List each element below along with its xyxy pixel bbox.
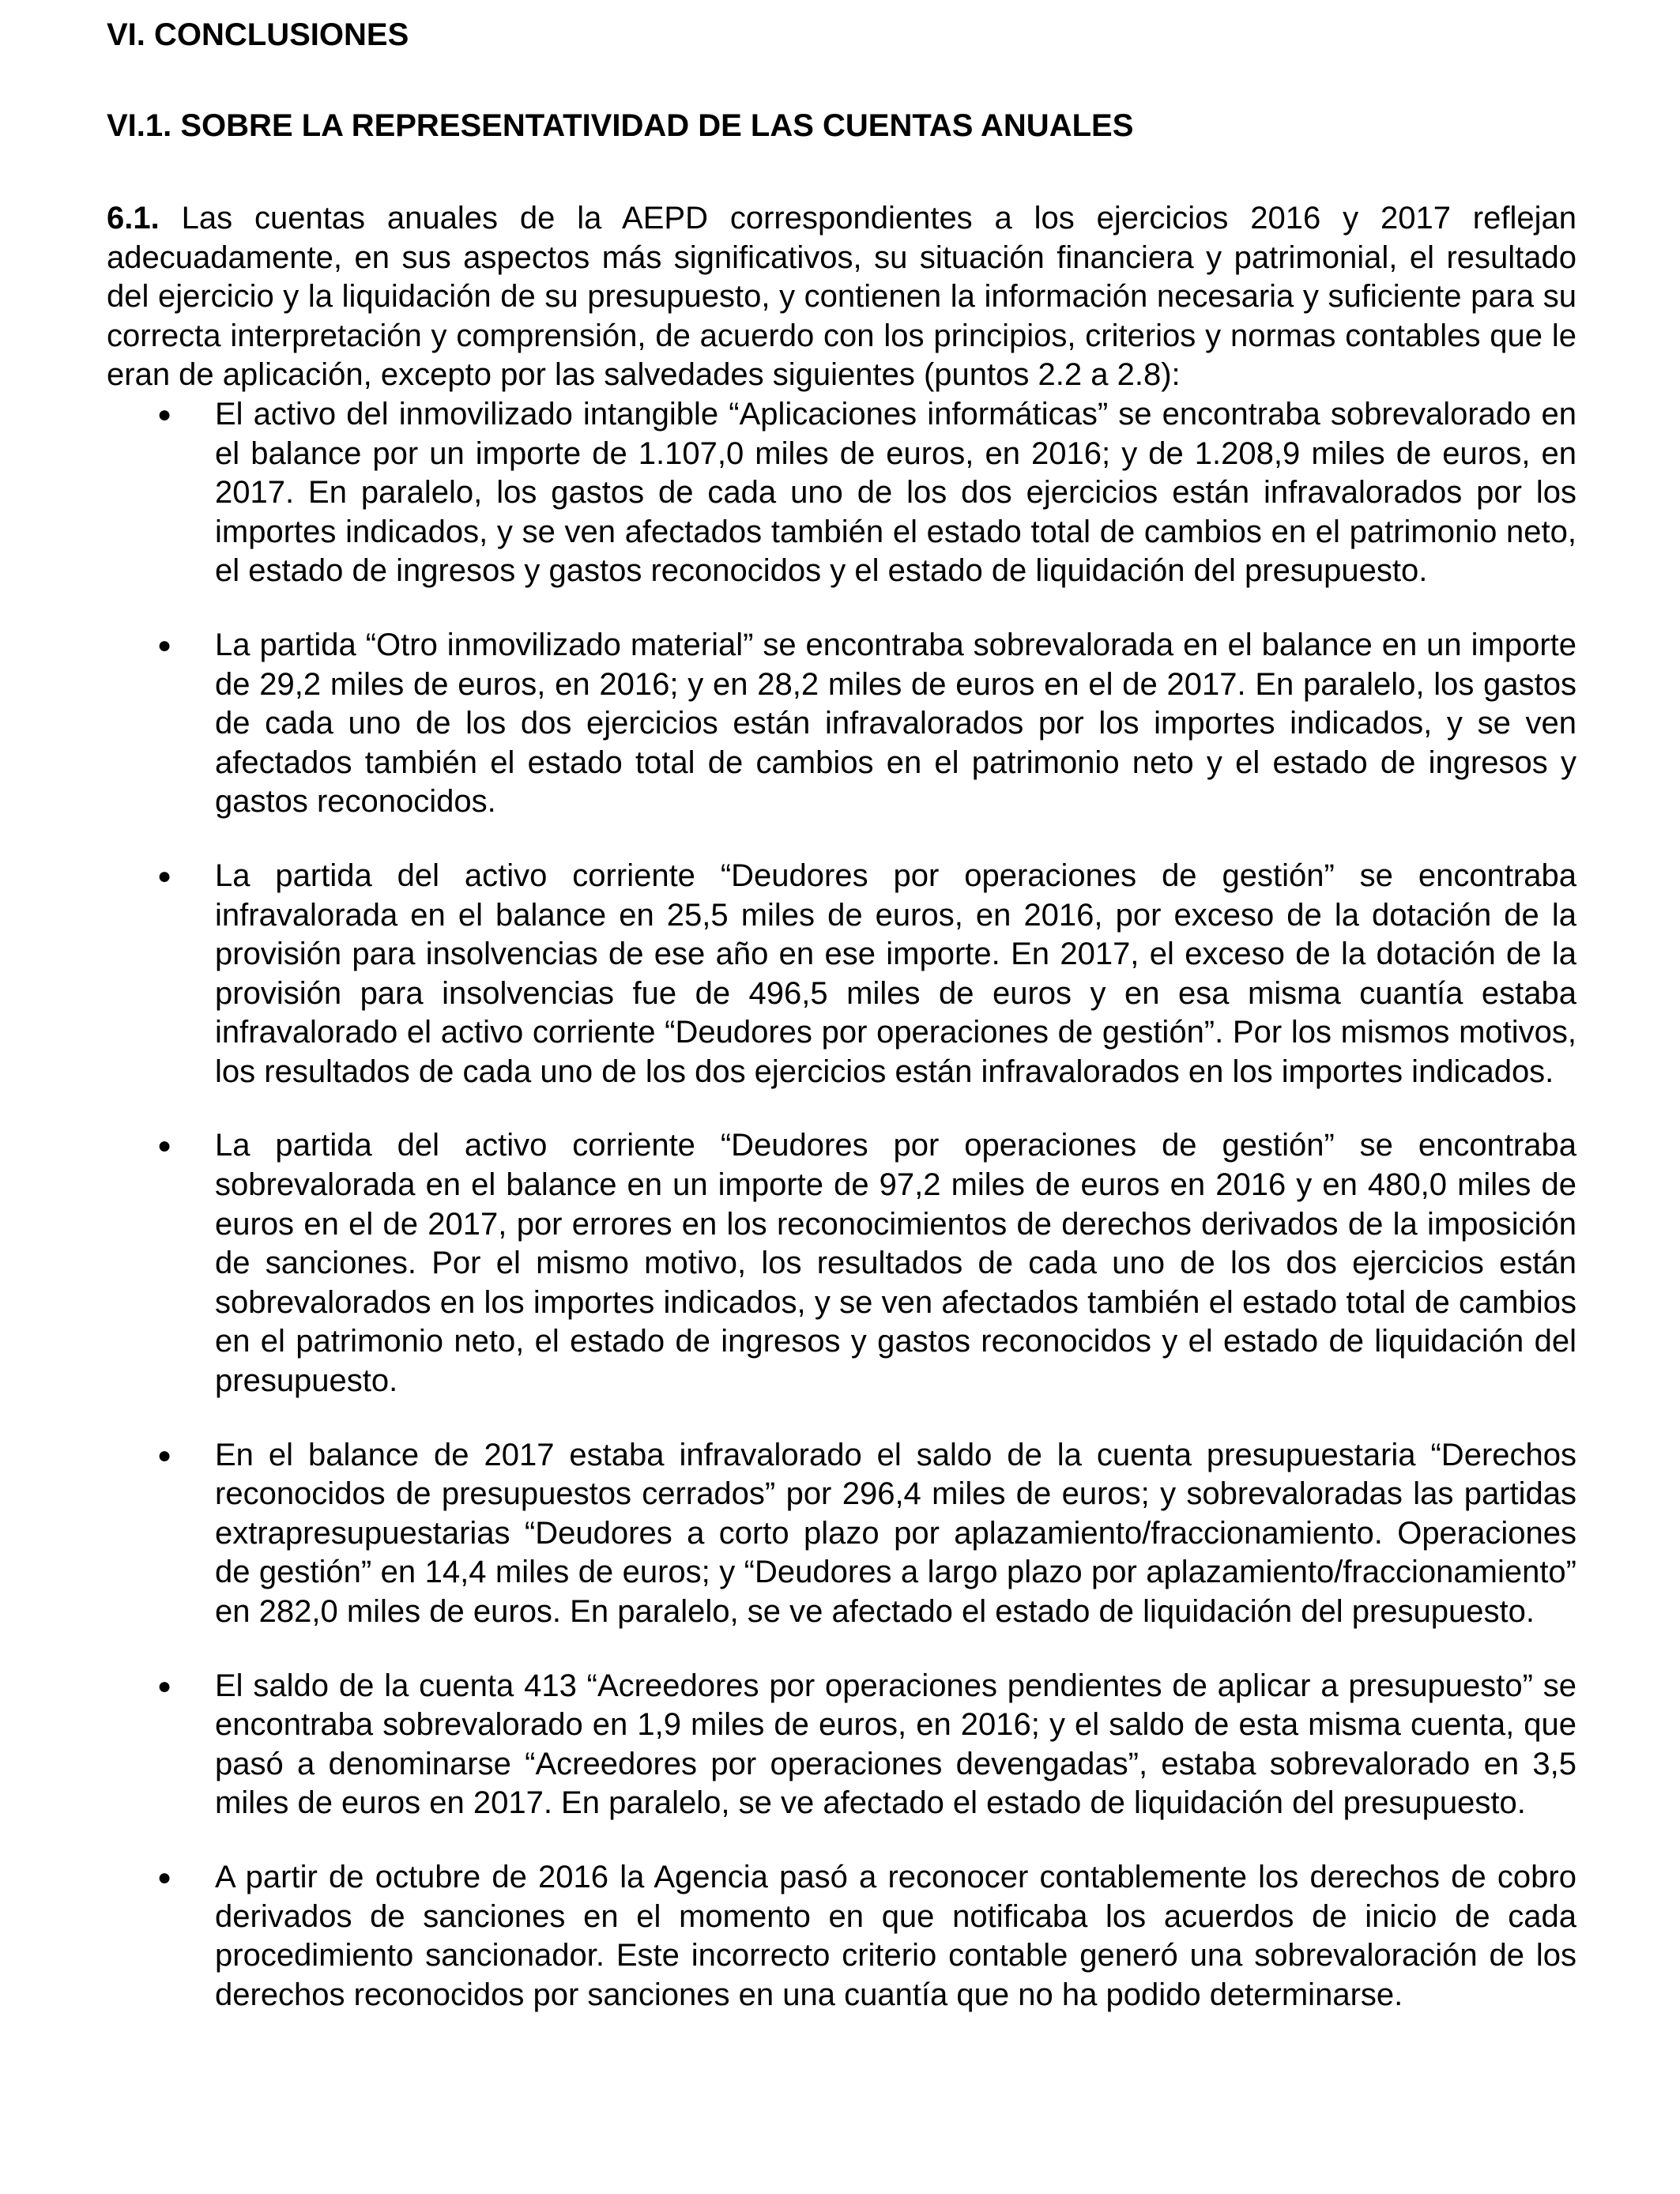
subsection-title: VI.1. SOBRE LA REPRESENTATIVIDAD DE LAS CUENTAS ANUALES xyxy=(107,108,1134,143)
list-item-text: En el balance de 2017 estaba infravalorado el saldo de la cuenta presupuestaria “Derechos reconocidos de presupuestos cerrados” por 296,4 miles de euros; y sobrevaloradas las partidas extrapresupuestarias “Deudores a corto plazo por aplazamiento/fraccionamiento. Operaciones de gestión” en 14,4 miles de euros; y “Deudores a largo plazo por aplazamiento/fraccionamiento” en 282,0 miles de euros. En paralelo, se ve afectado el estado de liquidación del presupuesto. xyxy=(215,1437,1576,1629)
list-item xyxy=(107,1436,1576,1632)
list-item xyxy=(107,1126,1576,1400)
list-item xyxy=(107,395,1576,591)
list-item-text: La partida del activo corriente “Deudores por operaciones de gestión” se encontraba infravalorada en el balance en 25,5 miles de euros, en 2016, por exceso de la dotación de la provisión para insolvencias de ese año en ese importe. En 2017, el exceso de la dotación de la provisión para insolvencias fue de 496,5 miles de euros y en esa misma cuantía estaba infravalorado el activo corriente “Deudores por operaciones de gestión”. Por los mismos motivos, los resultados de cada uno de los dos ejercicios están infravalorados en los importes indicados. xyxy=(215,858,1576,1089)
list-item xyxy=(107,1858,1576,2015)
paragraph-number: 6.1. xyxy=(107,201,160,236)
document-page xyxy=(107,14,1576,2049)
paragraph-6-1 xyxy=(107,199,1576,395)
list-item-text: El activo del inmovilizado intangible “Aplicaciones informáticas” se encontraba sobrevalorado en el balance por un importe de 1.107,0 miles de euros, en 2016; y de 1.208,9 miles de euros, en 2017. En paralelo, los gastos de cada uno de los dos ejercicios están infravalorados por los importes indicados, y se ven afectados también el estado total de cambios en el patrimonio neto, el estado de ingresos y gastos reconocidos y el estado de liquidación del presupuesto. xyxy=(215,396,1576,589)
list-item xyxy=(107,857,1576,1092)
bullet-icon: ● xyxy=(157,862,172,889)
list-item xyxy=(107,1667,1576,1823)
list-item-text: La partida del activo corriente “Deudores por operaciones de gestión” se encontraba sobrevalorada en el balance en un importe de 97,2 miles de euros en 2016 y en 480,0 miles de euros en el de 2017, por errores en los reconocimientos de derechos derivados de la imposición de sanciones. Por el mismo motivo, los resultados de cada uno de los dos ejercicios están sobrevalorados en los importes indicados, y se ven afectados también el estado total de cambios en el patrimonio neto, el estado de ingresos y gastos reconocidos y el estado de liquidación del presupuesto. xyxy=(215,1128,1576,1399)
bullet-icon: ● xyxy=(157,1672,172,1699)
exceptions-list xyxy=(107,395,1576,2015)
section-title: VI. CONCLUSIONES xyxy=(107,17,409,52)
list-item xyxy=(107,626,1576,822)
list-item-text: La partida “Otro inmovilizado material” se encontraba sobrevalorada en el balance en un importe de 29,2 miles de euros, en 2016; y en 28,2 miles de euros en el de 2017. En paralelo, los gastos de cada uno de los dos ejercicios están infravalorados por los importes indicados, y se ven afectados también el estado total de cambios en el patrimonio neto y el estado de ingresos y gastos reconocidos. xyxy=(215,627,1576,820)
bullet-icon: ● xyxy=(157,1442,172,1468)
bullet-icon: ● xyxy=(157,1864,172,1891)
list-item-text: El saldo de la cuenta 413 “Acreedores por operaciones pendientes de aplicar a presupuesto” se encontraba sobrevalorado en 1,9 miles de euros, en 2016; y el saldo de esta misma cuenta, que pasó a denominarse “Acreedores por operaciones devengadas”, estaba sobrevalorado en 3,5 miles de euros en 2017. En paralelo, se ve afectado el estado de liquidación del presupuesto. xyxy=(215,1668,1576,1821)
bullet-icon: ● xyxy=(157,401,172,428)
paragraph-text: Las cuentas anuales de la AEPD correspondientes a los ejercicios 2016 y 2017 reflejan adecuadamente, en sus aspectos más significativos, su situación financiera y patrimonial, el resultado del ejercicio y la liquidación de su presupuesto, y contienen la información necesaria y suficiente para su correcta interpretación y comprensión, de acuerdo con los principios, criterios y normas contables que le eran de aplicación, excepto por las salvedades siguientes (puntos 2.2 a 2.8): xyxy=(107,201,1576,393)
list-item-text: A partir de octubre de 2016 la Agencia pasó a reconocer contablemente los derechos de cobro derivados de sanciones en el momento en que notificaba los acuerdos de inicio de cada procedimiento sancionador. Este incorrecto criterio contable generó una sobrevaloración de los derechos reconocidos por sanciones en una cuantía que no ha podido determinarse. xyxy=(215,1859,1576,2012)
bullet-icon: ● xyxy=(157,631,172,658)
bullet-icon: ● xyxy=(157,1133,172,1159)
